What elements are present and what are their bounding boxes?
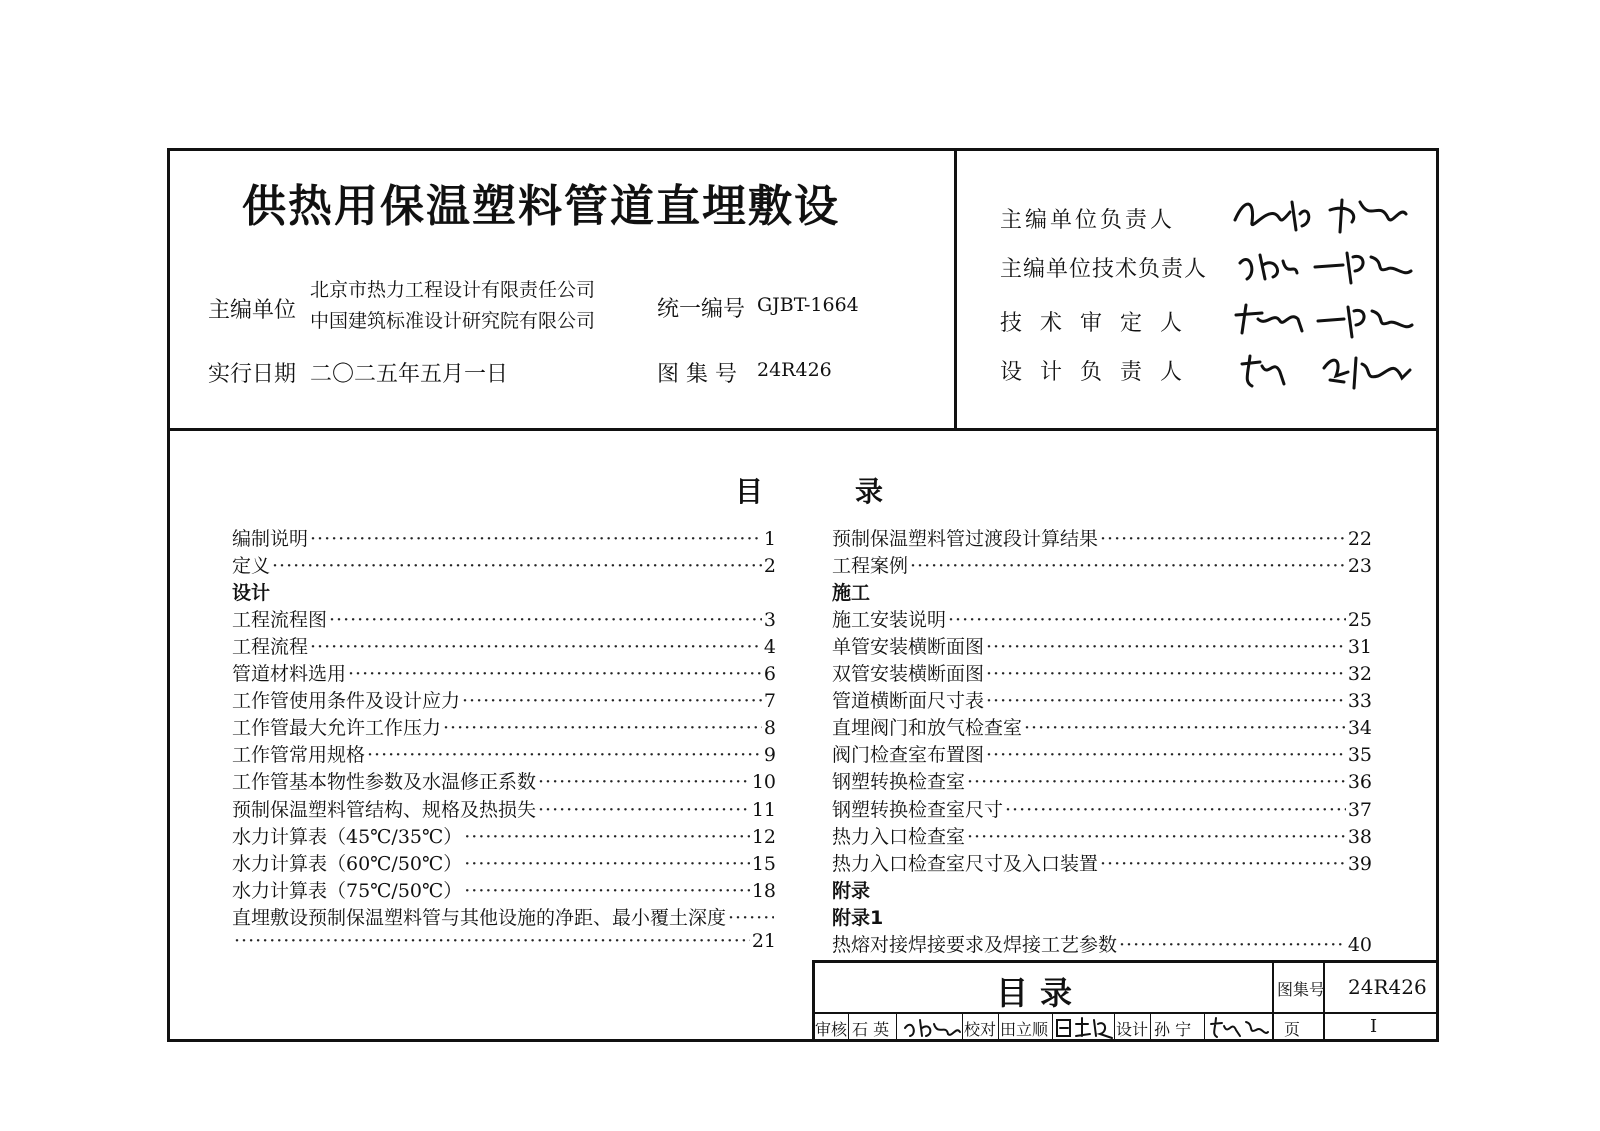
toc-entry-title: 单管安装横断面图 xyxy=(832,636,985,659)
toc-entry xyxy=(232,849,776,876)
toc-entry-title: 钢塑转换检查室尺寸 xyxy=(832,798,1004,821)
toc-entry-title: 热力入口检查室尺寸及入口装置 xyxy=(832,852,1099,875)
toc-entry-leader xyxy=(1100,853,1346,875)
toc-entry-leader xyxy=(462,690,762,712)
toc-entry-leader xyxy=(443,717,762,739)
atlas-title: 供热用保温塑料管道直埋敷设 xyxy=(242,181,840,232)
toc-entry-page: 22 xyxy=(1347,528,1372,550)
review-name: 石 英 xyxy=(852,1020,890,1039)
toc-heading-char-1: 目 xyxy=(735,475,764,508)
toc-entry xyxy=(832,686,1372,713)
toc-entry xyxy=(232,876,776,903)
date-value: 二〇二五年五月一日 xyxy=(310,362,509,387)
toc-entry-leader xyxy=(348,663,762,685)
toc-entry xyxy=(232,903,776,930)
title-block-atlas-label: 图集号 xyxy=(1277,980,1326,999)
header-horizontal-divider xyxy=(167,428,1439,431)
toc-entry-page: 15 xyxy=(751,852,776,875)
toc-entry-leader xyxy=(967,826,1346,848)
toc-entry-title: 热力入口检查室 xyxy=(832,825,966,848)
editor-unit-1: 北京市热力工程设计有限责任公司 xyxy=(310,279,596,301)
toc-entry-title: 工程流程图 xyxy=(232,609,328,632)
design-label: 设计 xyxy=(1116,1020,1149,1039)
toc-entry-page: 2 xyxy=(763,555,776,578)
toc-entry-page: 6 xyxy=(763,663,776,686)
signature-chief-unit-head xyxy=(1230,192,1410,236)
toc-entry-leader xyxy=(986,663,1346,685)
toc-entry-title: 附录1 xyxy=(832,906,884,929)
toc-entry-leader xyxy=(986,636,1346,658)
editor-unit-2: 中国建筑标准设计研究院有限公司 xyxy=(310,310,596,332)
toc-entry-page: 1 xyxy=(763,528,776,550)
review-label: 审核 xyxy=(815,1020,848,1039)
toc-entry xyxy=(832,876,1372,903)
toc-entry-page: 32 xyxy=(1347,663,1372,686)
toc-entry-leader xyxy=(967,771,1346,793)
toc-entry-title: 工程案例 xyxy=(832,555,909,578)
toc-entry-page: 8 xyxy=(763,717,776,740)
toc-entry-title: 预制保温塑料管结构、规格及热损失 xyxy=(232,798,537,821)
toc-entry xyxy=(832,930,1372,957)
toc-entry xyxy=(832,822,1372,849)
toc-entry xyxy=(832,632,1372,659)
toc-entry-leader xyxy=(310,528,762,550)
toc-heading xyxy=(735,470,884,510)
toc-entry-title: 编制说明 xyxy=(232,528,309,550)
design-signature xyxy=(1208,1014,1270,1040)
toc-entry xyxy=(832,551,1372,578)
toc-entry-page: 37 xyxy=(1347,798,1372,821)
toc-entry-page: 34 xyxy=(1347,717,1372,740)
toc-entry-leader xyxy=(367,744,762,766)
toc-entry-leader xyxy=(310,636,762,658)
role-chief-unit-head: 主编单位负责人 xyxy=(1000,208,1176,233)
toc-entry-leader xyxy=(910,555,1346,577)
toc-entry-leader xyxy=(234,930,750,952)
toc-entry xyxy=(232,930,776,957)
toc-entry-title: 设计 xyxy=(232,582,271,605)
toc-entry xyxy=(832,578,1372,605)
role-design-head: 设计负责人 xyxy=(1000,360,1201,385)
toc-entry-title: 定义 xyxy=(232,555,271,578)
toc-entry-page: 4 xyxy=(763,636,776,659)
toc-entry-leader xyxy=(1005,799,1346,821)
toc-entry-title: 工作管常用规格 xyxy=(232,744,366,767)
toc-entry-title: 工作管使用条件及设计应力 xyxy=(232,690,461,713)
toc-entry-title: 施工 xyxy=(832,582,871,605)
toc-entry-leader xyxy=(1024,717,1346,739)
toc-entry-page: 23 xyxy=(1347,555,1372,578)
toc-entry-leader xyxy=(1100,528,1346,550)
toc-entry-page: 36 xyxy=(1347,771,1372,794)
toc-entry xyxy=(232,686,776,713)
toc-entry-page: 40 xyxy=(1347,933,1372,956)
toc-entry xyxy=(832,795,1372,822)
signature-design-head xyxy=(1238,348,1418,392)
toc-entry-leader xyxy=(986,690,1346,712)
toc-entry-title: 附录 xyxy=(832,879,871,902)
toc-entry xyxy=(232,605,776,632)
atlas-number-label: 图 集 号 xyxy=(657,362,737,387)
toc-entry-page: 25 xyxy=(1347,609,1372,632)
toc-entry-leader xyxy=(464,853,750,875)
toc-entry xyxy=(832,713,1372,740)
toc-entry-title: 水力计算表（75℃/50℃） xyxy=(232,879,463,902)
toc-entry-leader xyxy=(272,555,762,577)
toc-entry xyxy=(232,659,776,686)
toc-entry-page: 21 xyxy=(751,929,776,952)
unified-number-value: GJBT-1664 xyxy=(757,294,859,316)
toc-entry xyxy=(232,578,776,605)
toc-entry-page: 10 xyxy=(751,771,776,794)
header-vertical-divider xyxy=(954,148,957,431)
toc-heading-char-2: 录 xyxy=(855,475,884,508)
toc-entry-page: 12 xyxy=(751,825,776,848)
title-block-drawing-name: 目录 xyxy=(996,974,1085,1012)
title-block-atlas-value: 24R426 xyxy=(1348,975,1427,999)
toc-entry-page: 9 xyxy=(763,744,776,767)
toc-entry xyxy=(832,903,1372,930)
toc-entry-leader xyxy=(538,799,750,821)
toc-entry-leader xyxy=(948,609,1346,631)
toc-entry xyxy=(232,795,776,822)
check-label: 校对 xyxy=(964,1020,997,1039)
toc-entry-leader xyxy=(329,609,762,631)
toc-entry xyxy=(832,849,1372,876)
toc-entry-page: 35 xyxy=(1347,744,1372,767)
toc-entry xyxy=(832,659,1372,686)
toc-entry-title: 管道材料选用 xyxy=(232,663,347,686)
toc-entry-page: 18 xyxy=(751,879,776,902)
toc-entry-page: 39 xyxy=(1347,852,1372,875)
toc-entry-title: 施工安装说明 xyxy=(832,609,947,632)
check-signature xyxy=(1054,1014,1116,1040)
toc-entry-leader xyxy=(728,907,774,929)
page-value: I xyxy=(1370,1016,1378,1037)
editor-label: 主编单位 xyxy=(208,298,297,323)
toc-entry xyxy=(832,524,1372,551)
page-label: 页 xyxy=(1284,1020,1301,1039)
toc-entry-title: 双管安装横断面图 xyxy=(832,663,985,686)
atlas-number-value: 24R426 xyxy=(757,359,832,381)
toc-entry-title: 阀门检查室布置图 xyxy=(832,744,985,767)
toc-entry-title: 直埋敷设预制保温塑料管与其他设施的净距、最小覆土深度 xyxy=(232,906,727,929)
toc-entry-title: 工程流程 xyxy=(232,636,309,659)
toc-entry-leader xyxy=(464,880,750,902)
toc-entry xyxy=(232,524,776,551)
toc-entry xyxy=(232,632,776,659)
role-chief-tech-head: 主编单位技术负责人 xyxy=(1000,257,1208,282)
date-label: 实行日期 xyxy=(208,362,297,387)
toc-entry-page: 38 xyxy=(1347,825,1372,848)
signature-chief-tech-head xyxy=(1235,243,1415,287)
toc-entry-title: 直埋阀门和放气检查室 xyxy=(832,717,1023,740)
toc-entry xyxy=(232,822,776,849)
toc-entry xyxy=(232,740,776,767)
toc-entry-leader xyxy=(986,744,1346,766)
toc-entry-page: 7 xyxy=(763,690,776,713)
toc-entry-page: 33 xyxy=(1347,690,1372,713)
review-signature xyxy=(902,1014,962,1040)
signature-tech-approver xyxy=(1232,297,1417,341)
toc-entry-title: 热熔对接焊接要求及焊接工艺参数 xyxy=(832,933,1118,956)
check-name: 田立顺 xyxy=(1000,1020,1049,1039)
toc-entry-page: 31 xyxy=(1347,636,1372,659)
toc-entry-leader xyxy=(464,826,750,848)
toc-entry-title: 管道横断面尺寸表 xyxy=(832,690,985,713)
toc-entry xyxy=(232,551,776,578)
role-tech-approver: 技术审定人 xyxy=(1000,311,1201,336)
toc-entry-page: 3 xyxy=(763,609,776,632)
toc-entry-title: 工作管最大允许工作压力 xyxy=(232,717,442,740)
toc-entry xyxy=(832,767,1372,794)
toc-entry xyxy=(832,740,1372,767)
toc-entry-title: 钢塑转换检查室 xyxy=(832,771,966,794)
toc-entry-page: 11 xyxy=(751,798,776,821)
design-name: 孙 宁 xyxy=(1154,1020,1192,1039)
toc-entry-leader xyxy=(1119,934,1346,956)
toc-entry-title: 水力计算表（60℃/50℃） xyxy=(232,852,463,875)
toc-entry-leader xyxy=(538,771,750,793)
toc-entry-title: 水力计算表（45℃/35℃） xyxy=(232,825,463,848)
toc-entry-title: 预制保温塑料管过渡段计算结果 xyxy=(832,528,1099,550)
toc-entry-title: 工作管基本物性参数及水温修正系数 xyxy=(232,771,537,794)
toc-entry xyxy=(232,767,776,794)
toc-entry xyxy=(232,713,776,740)
unified-number-label: 统一编号 xyxy=(657,297,746,322)
toc-entry xyxy=(832,605,1372,632)
